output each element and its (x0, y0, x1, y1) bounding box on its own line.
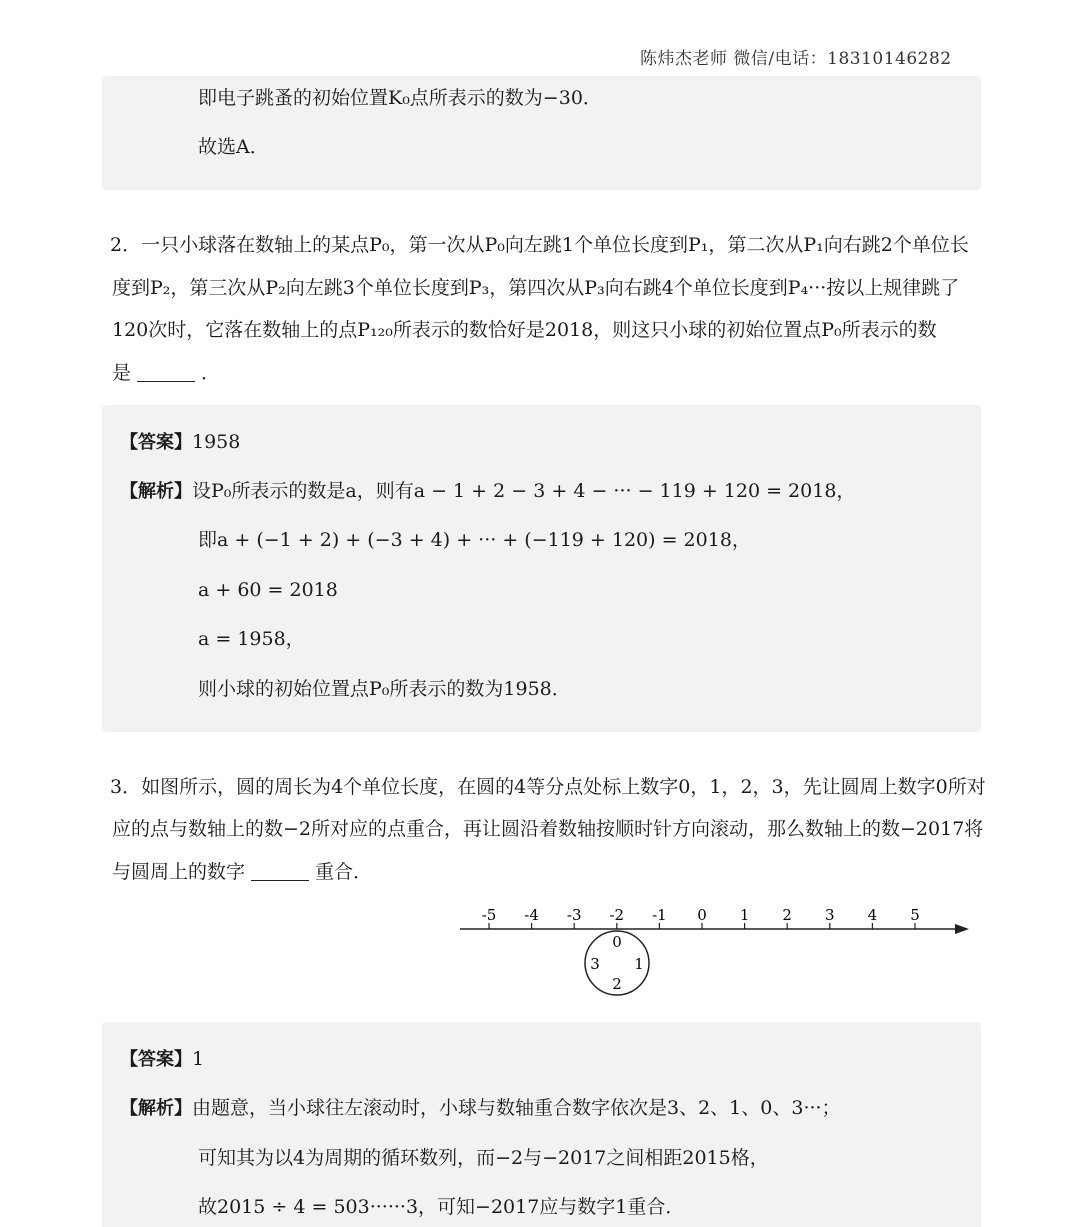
question-text: 重合． (315, 861, 373, 883)
solution-line: 即电子跳蚤的初始位置K₀点所表示的数为−30． (198, 87, 602, 109)
number-line-tick-label: 2 (782, 906, 792, 924)
analysis-line: a = 1958， (198, 628, 305, 650)
question-3-line-last (112, 860, 372, 884)
solution-line: 故选A． (198, 136, 269, 158)
analysis-line (120, 479, 855, 504)
question-text: 与圆周上的数字 (112, 861, 246, 883)
number-line-tick-label: -5 (481, 906, 497, 924)
number-line-tick-label: 3 (825, 906, 835, 924)
question-3-line: 应的点与数轴上的数−2所对应的点重合，再让圆沿着数轴按顺时针方向滚动，那么数轴上的数−2017将 (112, 818, 984, 840)
question-2-line: 120次时，它落在数轴上的点P₁₂₀所表示的数恰好是2018，则这只小球的初始位置点P₀所表示的数 (112, 319, 937, 341)
number-line-tick-label: 4 (867, 906, 878, 924)
number-line-figure (455, 900, 975, 1000)
question-2-line: 度到P₂，第三次从P₂向左跳3个单位长度到P₃，第四次从P₃向右跳4个单位长度到P₄···按以上规律跳了 (112, 277, 960, 299)
circle-label-left: 3 (590, 955, 600, 973)
analysis-tag: 【解析】 (120, 1098, 192, 1119)
question-text: 是 (112, 362, 132, 384)
axis-arrow-icon (955, 924, 969, 934)
analysis-line: a + 60 = 2018 (198, 579, 338, 601)
answer-line (120, 430, 240, 455)
page-header: 陈炜杰老师 微信/电话：18310146282 (640, 49, 952, 69)
circle-label-top: 0 (612, 933, 622, 951)
analysis-tag: 【解析】 (120, 481, 192, 502)
number-line-tick-label: 1 (739, 906, 750, 924)
analysis-line: 故2015 ÷ 4 = 503······3，可知−2017应与数字1重合． (198, 1196, 685, 1218)
analysis-line: 可知其为以4为周期的循环数列，而−2与−2017之间相距2015格， (198, 1147, 769, 1169)
analysis-text: 由题意，当小球往左滚动时，小球与数轴重合数字依次是3、2、1、0、3···； (192, 1097, 841, 1119)
number-line-tick-label: 5 (910, 906, 920, 924)
number-line-tick-label: -2 (609, 906, 625, 924)
question-2-line-last (112, 361, 220, 385)
analysis-line (120, 1096, 841, 1121)
number-line-tick-label: -1 (652, 906, 667, 924)
answer-tag: 【答案】 (120, 1049, 192, 1070)
question-3-line: 3．如图所示，圆的周长为4个单位长度，在圆的4等分点处标上数字0，1，2，3，先让圆周上数字0所对 (110, 776, 986, 798)
number-line-tick-label: 0 (697, 906, 707, 924)
answer-line (120, 1047, 204, 1072)
analysis-line: 即a + (−1 + 2) + (−3 + 4) + ··· + (−119 + 120) = 2018， (198, 529, 751, 551)
question-text: ． (201, 362, 221, 384)
answer-value: 1 (192, 1048, 205, 1070)
number-line-tick-label: -3 (566, 906, 582, 924)
question-2-line: 2．一只小球落在数轴上的某点P₀，第一次从P₀向左跳1个单位长度到P₁，第二次从P₁向右跳2个单位长 (110, 234, 969, 256)
answer-value: 1958 (192, 431, 241, 453)
answer-tag: 【答案】 (120, 432, 192, 453)
analysis-text: 设P₀所表示的数是a，则有a − 1 + 2 − 3 + 4 − ··· − 119 + 120 = 2018， (192, 480, 856, 502)
circle-label-bottom: 2 (612, 975, 622, 993)
answer-blank (251, 862, 309, 881)
circle-label-right: 1 (634, 955, 644, 973)
analysis-line: 则小球的初始位置点P₀所表示的数为1958． (198, 678, 571, 700)
answer-blank (137, 363, 195, 382)
number-line-tick-label: -4 (524, 906, 539, 924)
